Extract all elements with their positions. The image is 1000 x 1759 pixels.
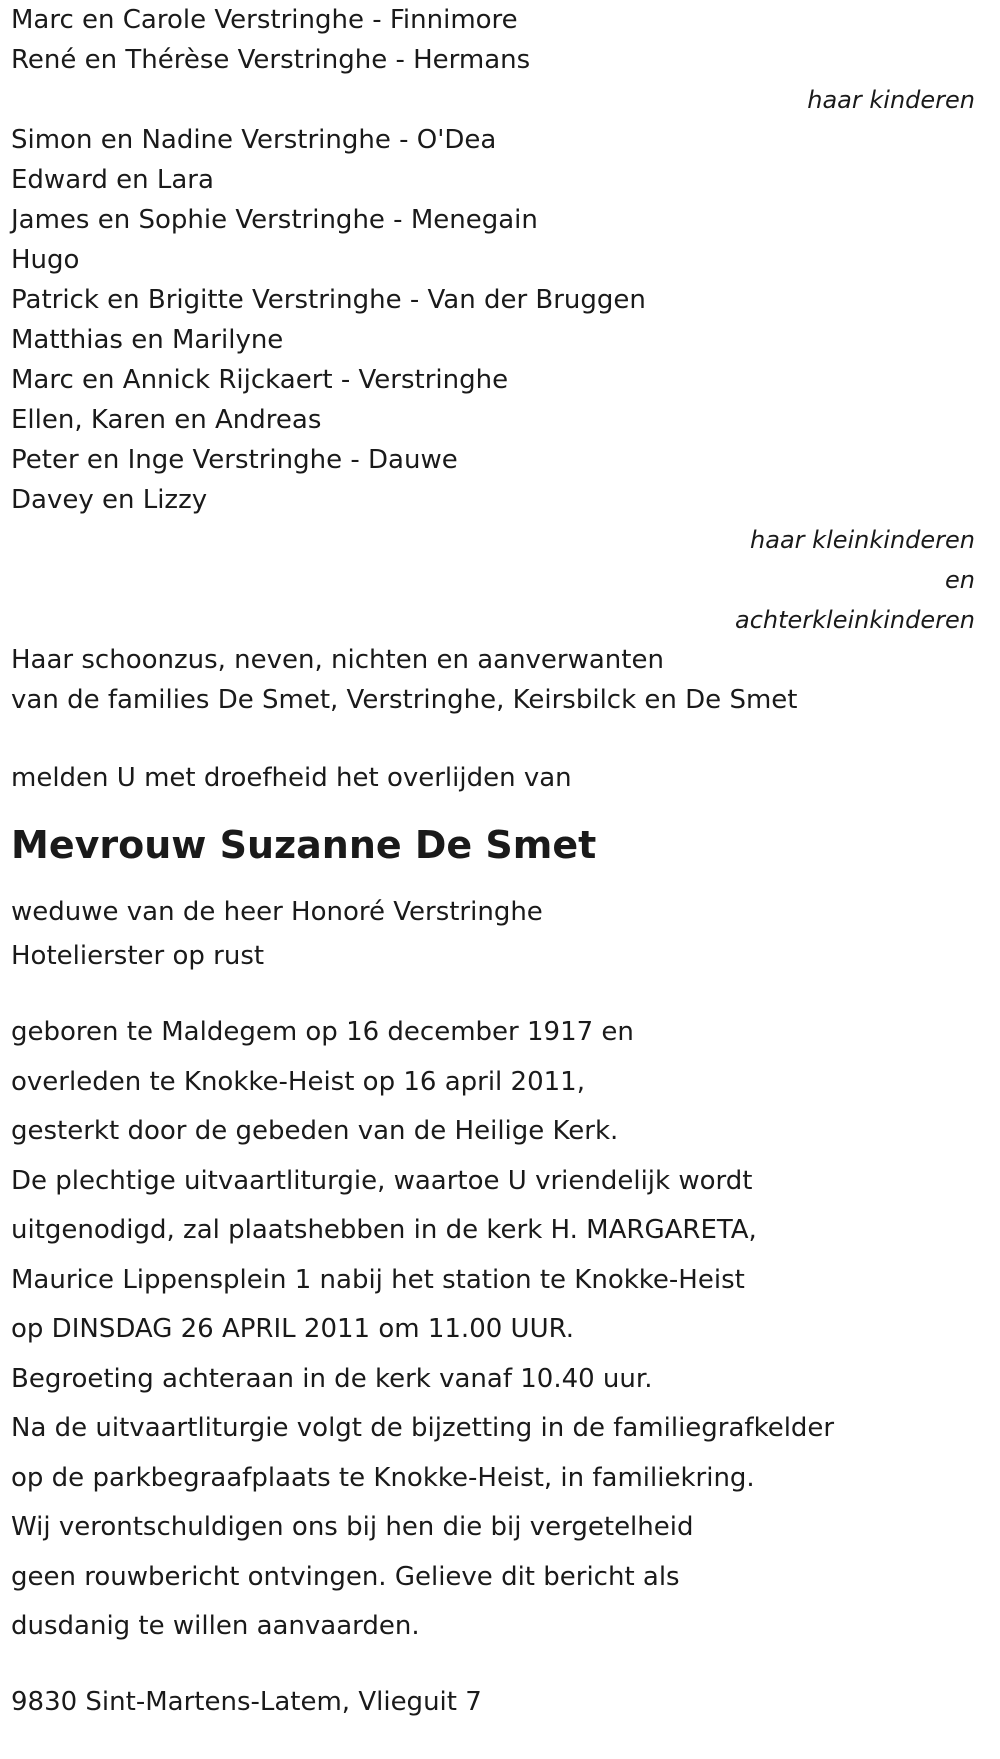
grandchildren-label: en: [945, 566, 975, 594]
body-line: Begroeting achteraan in de kerk vanaf 10.40 uur.: [11, 1363, 653, 1394]
body-line: Wij verontschuldigen ons bij hen die bij vergetelheid: [11, 1512, 694, 1542]
body-line: Maurice Lippensplein 1 nabij het station te Knokke-Heist: [11, 1264, 745, 1295]
body-line: overleden te Knokke-Heist op 16 april 2011,: [11, 1066, 585, 1097]
body-line: geen rouwbericht ontvingen. Gelieve dit bericht als: [11, 1561, 680, 1592]
deceased-detail: weduwe van de heer Honoré Verstringhe: [11, 897, 543, 927]
grandchild-line: James en Sophie Verstringhe - Menegain: [11, 205, 538, 235]
grandchildren-label: haar kleinkinderen: [750, 526, 975, 554]
body-line: op DINSDAG 26 APRIL 2011 om 11.00 UUR.: [11, 1314, 575, 1344]
body-line: geboren te Maldegem op 16 december 1917 en: [11, 1017, 634, 1047]
grandchild-line: Marc en Annick Rijckaert - Verstringhe: [11, 365, 509, 395]
grandchildren-label: achterkleinkinderen: [735, 606, 975, 634]
body-line: Na de uitvaartliturgie volgt de bijzetting in de familiegrafkelder: [11, 1413, 835, 1443]
grandchild-line: Peter en Inge Verstringhe - Dauwe: [11, 445, 458, 475]
deceased-name: Mevrouw Suzanne De Smet: [11, 823, 597, 867]
spacer: [11, 720, 991, 758]
funeral-details: [11, 1008, 991, 1652]
body-line: dusdanig te willen aanvaarden.: [11, 1611, 420, 1641]
children-label: haar kinderen: [807, 86, 975, 114]
spacer: [11, 978, 991, 1008]
body-line: op de parkbegraafplaats te Knokke-Heist, in familiekring.: [11, 1462, 755, 1493]
grandchild-line: Edward en Lara: [11, 165, 214, 195]
child-line: Marc en Carole Verstringhe - Finnimore: [11, 5, 518, 35]
grandchild-line: Matthias en Marilyne: [11, 325, 284, 355]
grandchild-line: Davey en Lizzy: [11, 485, 208, 515]
grandchildren-section: [11, 120, 991, 640]
deceased-details: [11, 890, 991, 978]
relatives-line: Haar schoonzus, neven, nichten en aanverwanten: [11, 645, 664, 675]
announcement-text: melden U met droefheid het overlijden van: [11, 763, 572, 793]
address: 9830 Sint-Martens-Latem, Vlieguit 7: [11, 1686, 482, 1717]
spacer: [11, 1652, 991, 1682]
children-section: [11, 0, 991, 120]
body-line: uitgenodigd, zal plaatshebben in de kerk H. MARGARETA,: [11, 1215, 757, 1245]
grandchild-line: Patrick en Brigitte Verstringhe - Van der Bruggen: [11, 285, 646, 315]
deceased-detail: Hotelierster op rust: [11, 941, 265, 971]
body-line: De plechtige uitvaartliturgie, waartoe U vriendelijk wordt: [11, 1165, 753, 1196]
relatives-section: [11, 640, 991, 720]
relatives-line: van de families De Smet, Verstringhe, Keirsbilck en De Smet: [11, 685, 798, 715]
grandchild-line: Hugo: [11, 245, 80, 275]
body-line: gesterkt door de gebeden van de Heilige Kerk.: [11, 1116, 619, 1146]
grandchild-line: Ellen, Karen en Andreas: [11, 405, 322, 435]
obituary-notice: [11, 0, 991, 1722]
grandchild-line: Simon en Nadine Verstringhe - O'Dea: [11, 125, 497, 155]
child-line: René en Thérèse Verstringhe - Hermans: [11, 45, 531, 75]
